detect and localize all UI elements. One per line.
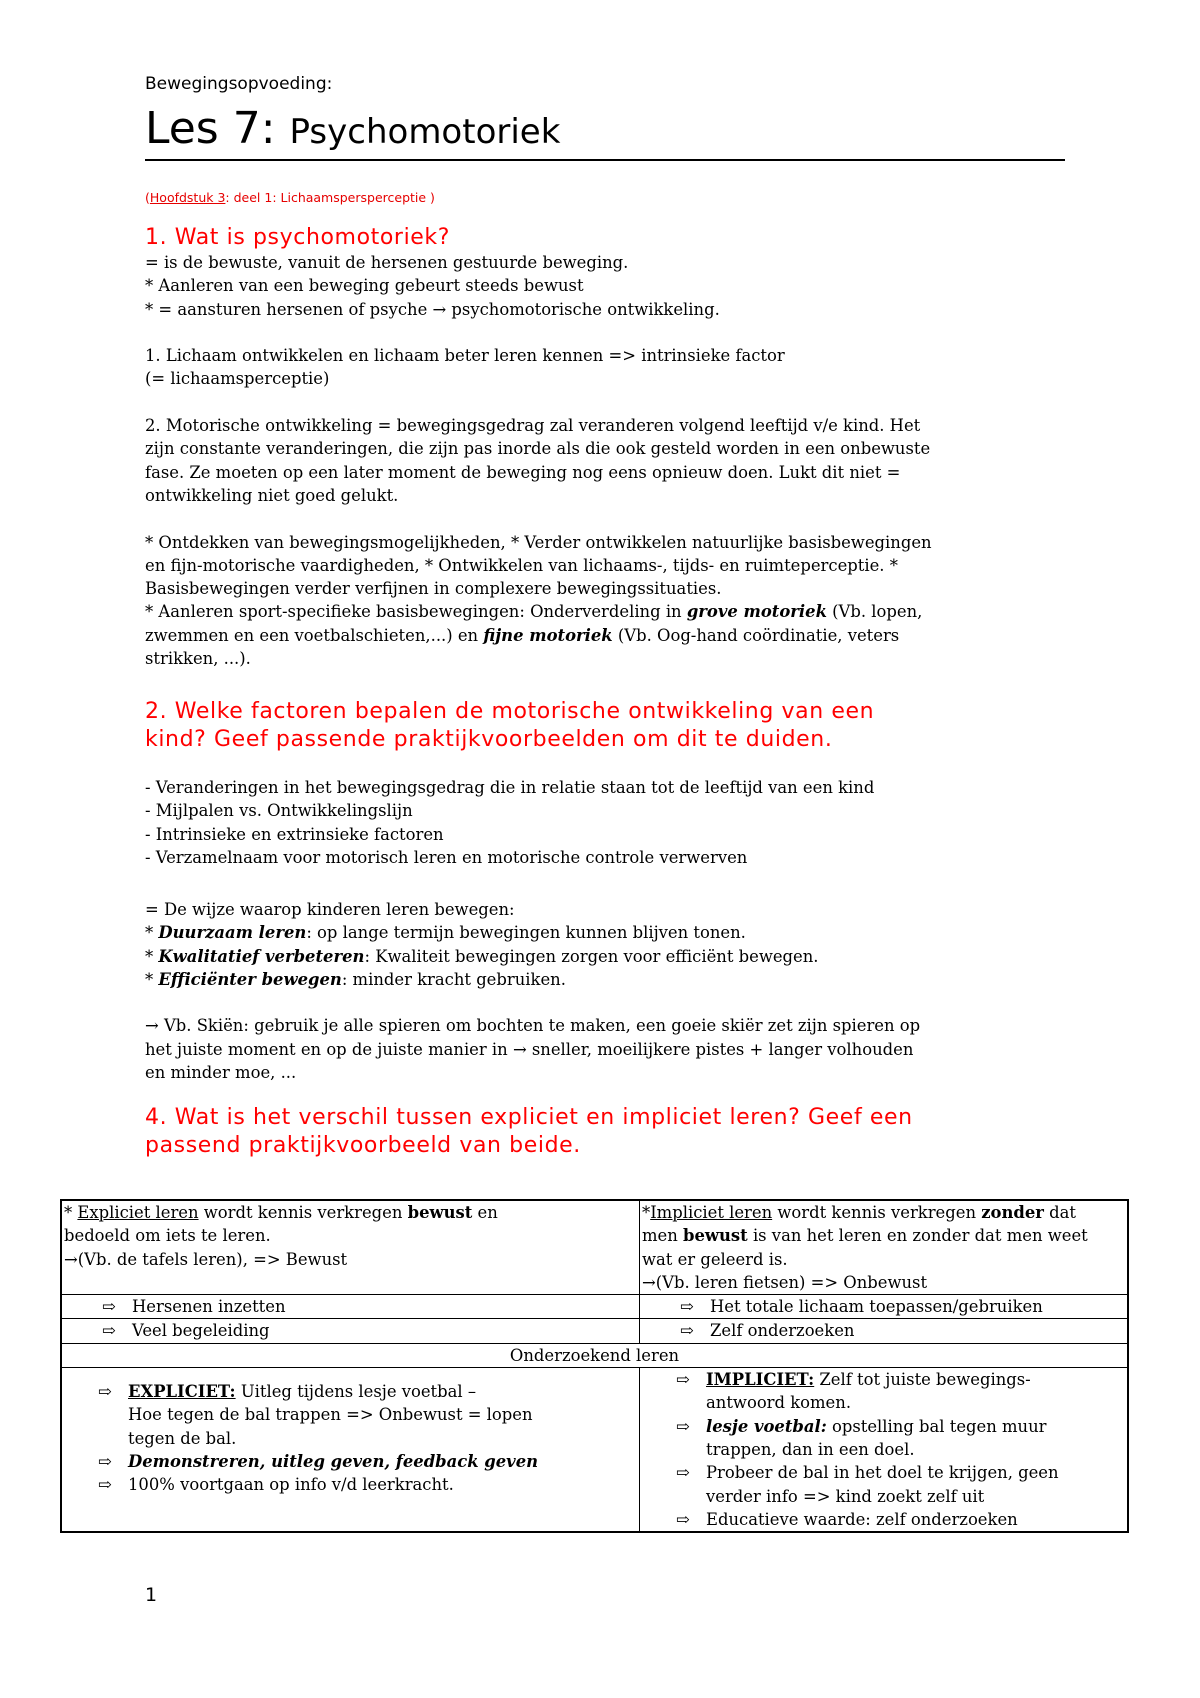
- arrow-bullet-icon: ⇨: [98, 1475, 112, 1495]
- q1-line: * Aanleren sport-specifieke basisbewegingen: Onderverdeling in grove motoriek (Vb. lopen,: [145, 602, 923, 622]
- q2-list: [145, 776, 874, 869]
- list-item: - Verzamelnaam voor motorisch leren en motorische controle verwerven: [145, 847, 748, 867]
- list-item: * Duurzaam leren: op lange termijn bewegingen kunnen blijven tonen.: [145, 923, 746, 943]
- list-item: * Efficiënter bewegen: minder kracht gebruiken.: [145, 969, 566, 989]
- list-item: * Kwalitatief verbeteren: Kwaliteit bewegingen zorgen voor efficiënt bewegen.: [145, 946, 819, 966]
- list-item: - Intrinsieke en extrinsieke factoren: [145, 824, 444, 844]
- q1-line: zijn constante veranderingen, die zijn pas inorde als die ook gesteld worden in een onbewuste: [145, 439, 931, 459]
- q1-line: * Ontdekken van bewegingsmogelijkheden, * Verder ontwikkelen natuurlijke basisbewegingen: [145, 532, 932, 552]
- cell-expliciet: * Expliciet leren wordt kennis verkregen bewust en bedoeld om iets te leren. →(Vb. de tafels leren), => Bewust: [61, 1200, 640, 1295]
- q1-line: [145, 321, 932, 344]
- q1-line: fase. Ze moeten op een later moment de beweging nog eens opnieuw doen. Lukt dit niet =: [145, 462, 901, 482]
- page-number: 1: [145, 1584, 158, 1606]
- arrow-bullet-icon: ⇨: [680, 1297, 694, 1317]
- arrow-bullet-icon: ⇨: [680, 1321, 694, 1341]
- q1-line: [145, 507, 932, 530]
- example-line: het juiste moment en op de juiste manier in → sneller, moeilijkere pistes + langer volhouden: [145, 1039, 914, 1059]
- merged-cell-onderzoekend-leren: Onderzoekend leren: [61, 1343, 1128, 1367]
- heading-q4: 4. Wat is het verschil tussen expliciet en impliciet leren? Geef een passend praktijkvoorbeeld van beide.: [145, 1105, 913, 1158]
- heading-q2: 2. Welke factoren bepalen de motorische ontwikkeling van een kind? Geef passende praktijkvoorbeelden om dit te duiden.: [145, 699, 875, 752]
- q1-line: * = aansturen hersenen of psyche → psychomotorische ontwikkeling.: [145, 299, 720, 319]
- arrow-bullet-icon: ⇨: [676, 1370, 690, 1390]
- table-row: ⇨ Veel begeleiding ⇨ Zelf onderzoeken: [61, 1319, 1128, 1343]
- q2-definition: = De wijze waarop kinderen leren bewegen: * Duurzaam leren: op lange termijn bewegingen kunnen blijven tonen. * Kwalitatief verbeteren: Kwaliteit bewegingen zorgen voor efficiënt bewegen. * Efficiënter bewegen: minder kracht gebruiken. → Vb. Skiën: gebruik je alle spieren om bochten te maken, een goeie skiër zet zijn spieren op het juiste moment en op de juiste manier in → sneller, moeilijkere pistes + langer volhouden en minder moe, ...: [145, 898, 920, 1084]
- list-item: - Mijlpalen vs. Ontwikkelingslijn: [145, 801, 413, 821]
- table-row: [61, 1343, 1128, 1367]
- comparison-table: [60, 1199, 1129, 1533]
- title-rule: [145, 159, 1065, 161]
- q1-body: [145, 251, 932, 670]
- title-main: Les 7:: [145, 103, 290, 154]
- table-row: ⇨ Hersenen inzetten ⇨ Het totale lichaam toepassen/gebruiken: [61, 1295, 1128, 1319]
- arrow-bullet-icon: ⇨: [676, 1463, 690, 1483]
- q1-line: 1. Lichaam ontwikkelen en lichaam beter leren kennen => intrinsieke factor: [145, 346, 785, 366]
- q1-line: Basisbewegingen verder verfijnen in complexere bewegingssituaties.: [145, 579, 722, 599]
- q1-line: 2. Motorische ontwikkeling = bewegingsgedrag zal veranderen volgend leeftijd v/e kind. Het: [145, 416, 921, 436]
- arrow-bullet-icon: ⇨: [102, 1297, 116, 1317]
- heading-q1: 1. Wat is psychomotoriek?: [145, 225, 451, 250]
- q1-line: ontwikkeling niet goed gelukt.: [145, 485, 399, 505]
- q1-line: (= lichaamsperceptie): [145, 369, 330, 389]
- q1-line: en fijn-motorische vaardigheden, * Ontwikkelen van lichaams-, tijds- en ruimteperceptie. *: [145, 555, 898, 575]
- arrow-bullet-icon: ⇨: [102, 1321, 116, 1341]
- term-fijne-motoriek: fijne motoriek: [483, 625, 613, 645]
- q1-line: = is de bewuste, vanuit de hersenen gestuurde beweging.: [145, 253, 629, 272]
- list-item: - Veranderingen in het bewegingsgedrag die in relatie staan tot de leeftijd van een kind: [145, 778, 875, 797]
- example-line: en minder moe, ...: [145, 1063, 297, 1083]
- source-reference: (Hoofdstuk 3: deel 1: Lichaamspersperceptie ): [145, 190, 435, 205]
- table-row: [61, 1200, 1128, 1295]
- term-grove-motoriek: grove motoriek: [686, 602, 827, 622]
- course-label: Bewegingsopvoeding:: [145, 74, 333, 94]
- q1-line: * Aanleren van een beweging gebeurt steeds bewust: [145, 276, 584, 296]
- q1-line: zwemmen en een voetbalschieten,...) en fijne motoriek (Vb. Oog-hand coördinatie, veters: [145, 625, 900, 645]
- arrow-bullet-icon: ⇨: [98, 1382, 112, 1402]
- title-sub: Psychomotoriek: [289, 112, 561, 152]
- arrow-bullet-icon: ⇨: [676, 1509, 690, 1529]
- arrow-bullet-icon: ⇨: [676, 1416, 690, 1436]
- example-line: → Vb. Skiën: gebruik je alle spieren om bochten te maken, een goeie skiër zet zijn spieren op: [145, 1016, 921, 1036]
- cell-impliciet: *Impliciet leren wordt kennis verkregen zonder dat men bewust is van het leren en zonder dat men weet wat er geleerd is. →(Vb. leren fietsen) => Onbewust: [640, 1200, 1129, 1295]
- q1-line: [145, 391, 932, 414]
- arrow-bullet-icon: ⇨: [98, 1451, 112, 1471]
- page-title: [145, 103, 560, 158]
- source-link[interactable]: Hoofdstuk 3: [149, 190, 226, 205]
- q1-line: strikken, ...).: [145, 649, 251, 669]
- table-row: ⇨ EXPLICIET: Uitleg tijdens lesje voetbal – Hoe tegen de bal trappen => Onbewust = lopen tegen de bal. ⇨ Demonstreren, uitleg geven, feedback geven ⇨ 100% voortgaan op info v/d leerkracht. ⇨ IMPLICIET: Zelf tot juiste bewegings- antwoord komen. ⇨ lesje voetbal: opstelling bal tegen muur trappen, dan in een doel. ⇨ Probeer de bal in het doel te krijgen, geen verder info => kind zoekt zelf uit ⇨ Educatieve waarde: zelf onderzoeken: [61, 1368, 1128, 1533]
